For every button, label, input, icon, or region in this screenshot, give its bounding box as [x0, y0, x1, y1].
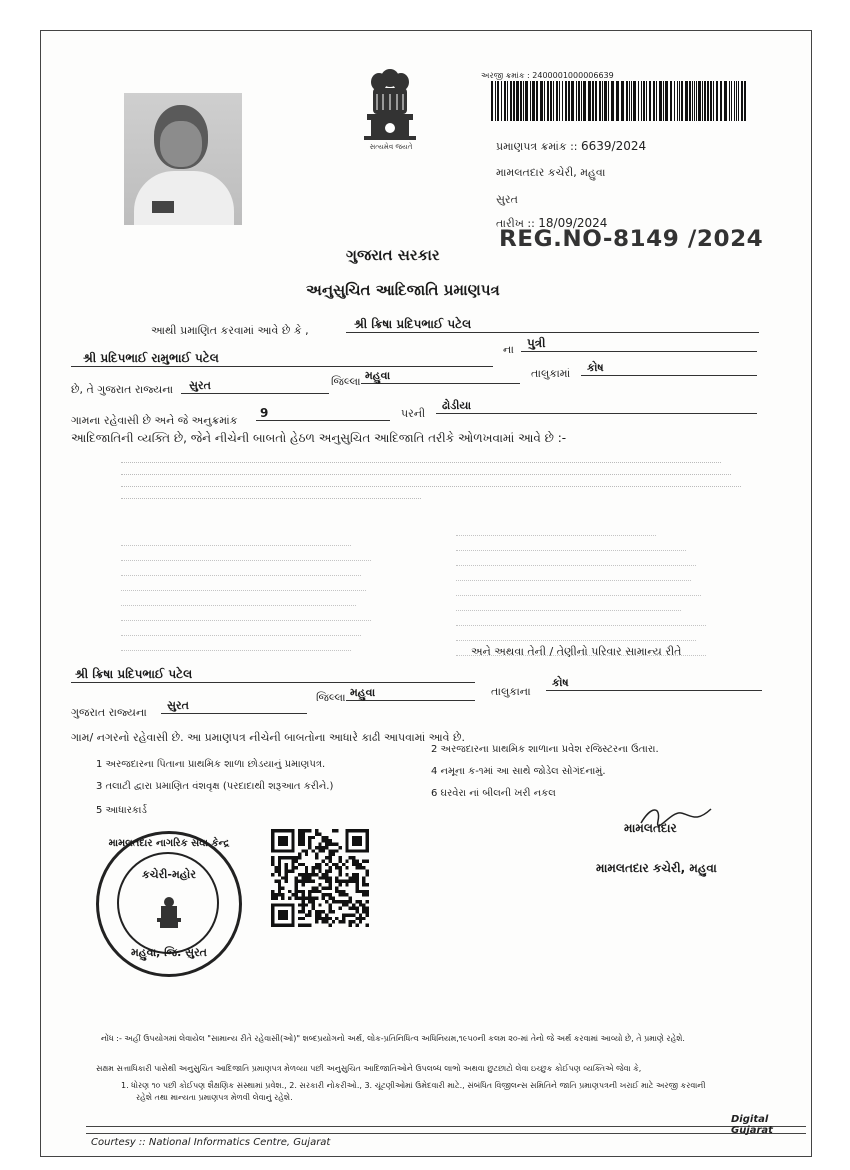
na-label: ના — [503, 343, 514, 356]
barcode-label: અરજી ક્રમાંક : 2400001000006639 — [481, 71, 614, 80]
certificate-page — [40, 30, 812, 1157]
state2-text: ગુજરાત રાજ્યના — [71, 706, 147, 719]
signature-office: મામલતદાર કચેરી, મહુવા — [596, 861, 717, 875]
qr-code — [271, 829, 369, 927]
district3: સુરત — [161, 699, 307, 714]
digital-gujarat-brand: Digital Gujarat — [731, 1114, 773, 1136]
family-text: અને અથવા તેની / તેણીનો પરિવાર સામાન્ય રીતે — [471, 645, 682, 658]
issuing-office: મામલતદાર કચેરી, મહુવા — [496, 166, 606, 179]
taluka-label: તાલુકામાં — [531, 367, 571, 380]
barcode — [489, 81, 751, 121]
office-seal: મામલતદાર નાગરિક સેવા કેન્દ્ર કચેરી-મહોર મહુવા, જિ. સુરત — [96, 831, 242, 977]
district3-label: જિલ્લા — [316, 691, 346, 704]
resident-text: ગામ/ નગરનો રહેવાસી છે. આ પ્રમાણપત્ર નીચેની બાબતોના આધારે કાઢી આપવામાં આવે છે. — [71, 731, 466, 744]
doc-item-6: 6 ઘરવેરા નાં બીલની ખરી નકલ — [431, 788, 556, 799]
certificate-title: અનુસુચિત આદિજાતિ પ્રમાણપત્ર — [306, 281, 500, 299]
applicant-name: શ્રી ક્રિષા પ્રદિપભાઈ પટેલ — [346, 317, 759, 333]
doc-item-1: 1 અરજદારના પિતાના પ્રાથમિક શાળા છોડયાનું પ્રમાણપત્ર. — [96, 759, 326, 770]
national-emblem-icon — [359, 66, 421, 148]
doc-item-5: 5 આધારકાર્ડ — [96, 805, 147, 816]
tribe-text: આદિજાતિની વ્યક્તિ છે, જેને નીચેની બાબતો હેઠળ અનુસુચિત આદિજાતિ તરીકે ઓળખવામાં આવે છે :- — [71, 431, 567, 445]
emblem-caption: સત્યમેવ જયતે — [369, 143, 413, 151]
serial-number: 9 — [256, 406, 390, 421]
doc-item-2: 2 અરજદારના પ્રાથમિક શાળાના પ્રવેશ રજિસ્ટરના ઉતારા. — [431, 744, 659, 755]
note-4: રહેશે તથા માન્યતા પ્રમાણપત્ર મેળવી લેવાનું રહેશે. — [136, 1093, 293, 1102]
district-label: જિલ્લા — [331, 375, 361, 388]
issue-date: તારીખ :: 18/09/2024 — [496, 216, 608, 230]
certificate-number: પ્રમાણપત્ર ક્રમાંક :: 6639/2024 — [496, 139, 647, 153]
certify-text: આથી પ્રમાણિત કરવામાં આવે છે કે , — [151, 324, 309, 337]
registration-number: REG.NO-8149 /2024 — [499, 227, 764, 252]
govt-title: ગુજરાત સરકાર — [346, 246, 440, 264]
district4: મહુવા — [346, 686, 475, 701]
note-1: નોંધ :- અહીં ઉપયોગમાં લેવાયેલ "સામાન્ય રીતે રહેવાસી(ઓ)" શબ્દપ્રયોગનો અર્થ, લોક-પ્રતિનિધિત્વ અધિનિયમ,૧૯૫૦ની કલમ ૨૦-માં તેનો જે અર્થ કરવામાં આવ્યો છે, તે પ્રમાણે રહેશે. — [101, 1034, 685, 1043]
note-3: 1. ધોરણ ૧૦ પછી કોઈપણ શૈક્ષણિક સંસ્થામાં પ્રવેશ., 2. સરકારી નોકરીઓ., 3. ચૂંટણીઓમાં ઉમેદવારી માટે., સંબંધિત વિજીલન્સ સમિતિને જાતિ પ્રમાણપત્રની ખરાઈ માટે અરજી કરવાની — [121, 1081, 706, 1090]
signature-title: મામલતદાર — [624, 821, 677, 835]
issuing-district: સુરત — [496, 193, 518, 206]
doc-item-4: 4 નમૂના ક-૧માં આ સાથે જોડેલ સોગંદનામું. — [431, 766, 606, 777]
doc-item-3: 3 તલાટી દ્વારા પ્રમાણિત વંશવૃક્ષ (પરદાદાથી શરૂઆત કરીને.) — [96, 781, 334, 792]
applicant-photo — [124, 93, 242, 225]
taluka: કોષ — [581, 361, 757, 376]
constitution-orders-block — [121, 451, 741, 499]
applicant-name-2: શ્રી ક્રિષા પ્રદિપભાઈ પટેલ — [71, 667, 475, 683]
district2: મહુવા — [361, 369, 520, 384]
village-text: ગામના રહેવાસી છે અને જે અનુક્રમાંક — [71, 414, 238, 427]
caste: ઢોડીયા — [436, 399, 757, 414]
courtesy-footer: Courtesy :: National Informatics Centre, Gujarat — [91, 1137, 331, 1148]
caste-label: પરની — [401, 407, 426, 420]
note-2: સક્ષમ સત્તાધિકારી પાસેથી અનુસુચિત આદિજાતિ પ્રમાણપત્ર મેળવ્યા પછી અનુસુચિત આદિજાતિઓને ઉપલબ્ધ લાભો અથવા છુટછાટો લેવા ઇચ્છુક કોઈપણ વ્યક્તિએ જેવા કે, — [96, 1064, 642, 1073]
taluka2: કોષ — [546, 676, 762, 691]
taluka2-label: તાલુકાના — [491, 685, 531, 698]
relation: પુત્રી — [521, 336, 757, 352]
constitution-orders-left — [121, 531, 391, 651]
state-text: છે, તે ગુજરાત રાજ્યના — [71, 383, 174, 396]
seal-emblem-icon — [151, 894, 187, 930]
constitution-orders-right — [456, 521, 746, 656]
district-value: સુરત — [181, 379, 329, 394]
father-name: શ્રી પ્રદિપભાઈ રામુભાઈ પટેલ — [71, 351, 493, 367]
